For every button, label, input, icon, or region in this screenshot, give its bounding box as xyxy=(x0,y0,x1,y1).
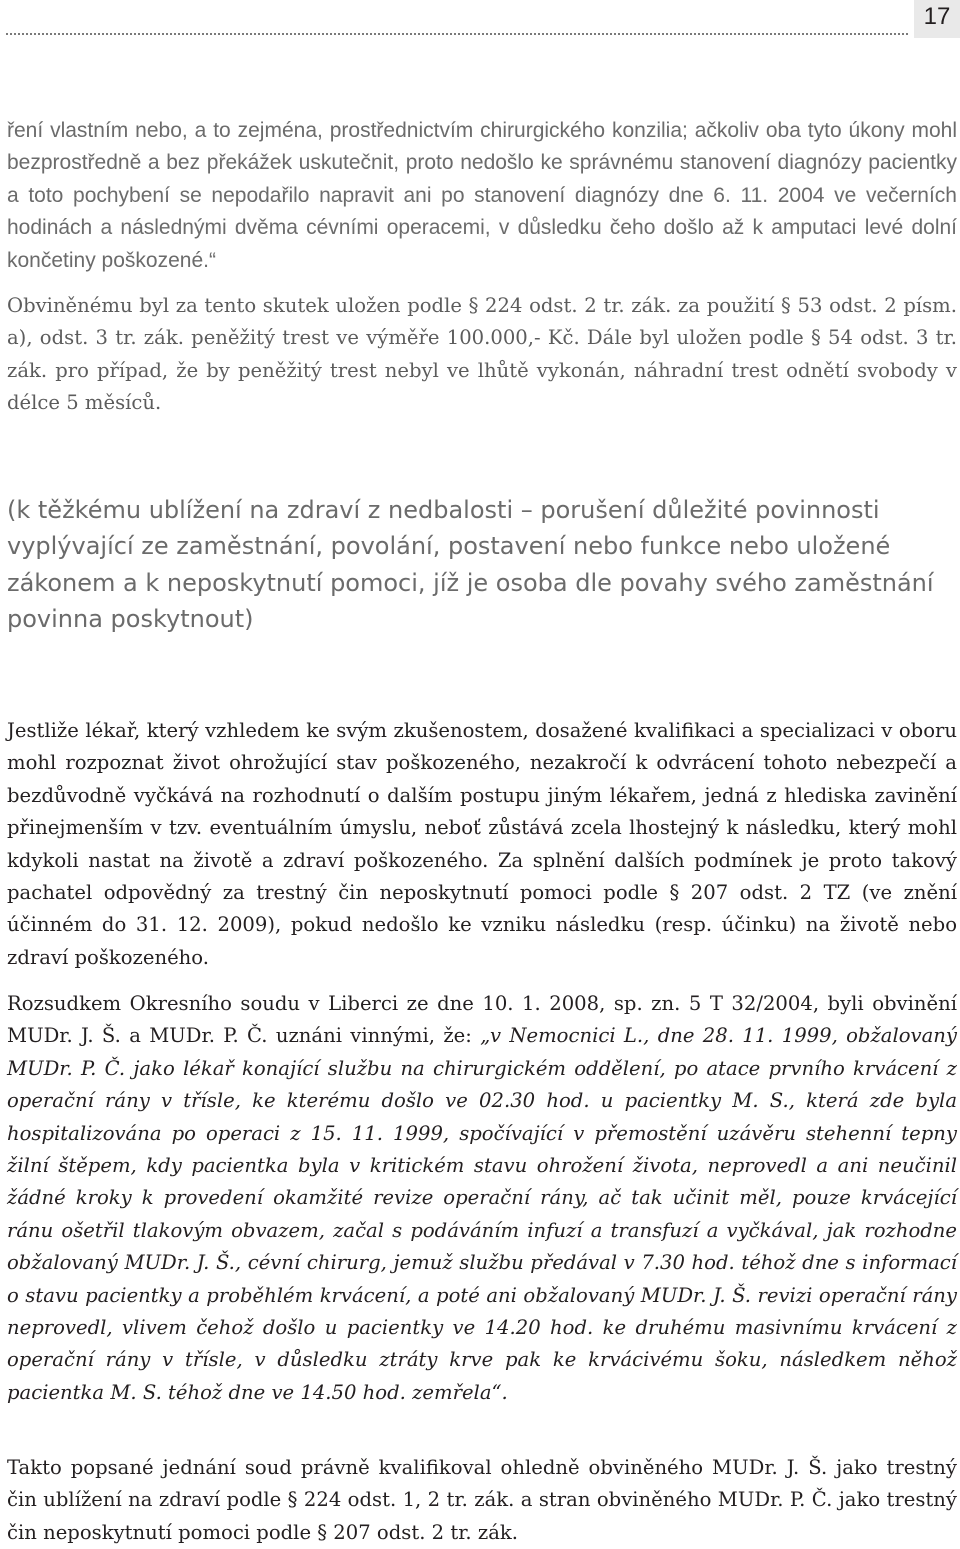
section-heading: (k těžkému ublížení na zdraví z nedbalosti – porušení důležité povinnosti vyplývající ze zaměstnání, povolání, postavení nebo funkce nebo uložené zákonem a k neposkytnutí pomoci, jíž je osoba dle povahy svého zaměstnání povinna poskytnout) xyxy=(7,496,934,634)
verdict-quote: „v Nemocnici L., dne 28. 11. 1999, obžalovaný MUDr. P. Č. jako lékař konající službu na chirurgickém oddělení, po atace prvního krvácení z operační rány v třísle, ke kterému došlo ve 02.30 hod. u pacientky M. S., která zde byla hospitalizována po operaci z 15. 11. 1999, spočívající v přemostění uzávěru stehenní tepny žilní štěpem, kdy pacientka byla v kritickém stavu ohrožení života, neprovedl a ani neučinil žádné kroky k provedení okamžité revize operační rány, ač tak učinit měl, pouze krvácející ránu ošetřil tlakovým obvazem, začal s podáváním infuzí a transfuzí a vyčkával, jak rozhodne obžalovaný MUDr. J. Š., cévní chirurg, jemuž službu předával v 7.30 hod. téhož dne s informací o stavu pacientky a proběhlém krvácení, a poté ani obžalovaný MUDr. J. Š. revizi operační rány neprovedl, vlivem čehož došlo u pacientky ve 14.20 hod. ke druhému masivnímu krvácení z operační rány v třísle, v důsledku ztráty krve pak ke krvácivému šoku, následkem něhož pacientka M. S. téhož dne ve 14.50 hod. zemřela“. xyxy=(7,1024,957,1404)
verdict-intro: Rozsudkem Okresního soudu v Liberci ze dne 10. 1. 2008, sp. zn. 5 T 32/2004, byli obvinění MUDr. J. Š. a MUDr. P. Č. uznáni vinnými, že: xyxy=(7,992,957,1048)
paragraph-legal-qualification: Takto popsané jednání soud právně kvalifikoval ohledně obviněného MUDr. J. Š. jako trestný čin ublížení na zdraví podle § 224 odst. 1, 2 tr. zák. a stran obviněného MUDr. P. Č. jako trestný čin neposkytnutí pomoci podle § 207 odst. 2 tr. zák. xyxy=(7,1456,957,1544)
page-header xyxy=(0,0,960,40)
page-number: 17 xyxy=(914,0,960,38)
paragraph-legal-principle: Jestliže lékař, který vzhledem ke svým zkušenostem, dosažené kvalifikaci a specializaci v oboru mohl rozpoznat život ohrožující stav poškozeného, nezakročí k odvrácení tohoto nebezpečí a bezdůvodně vyčkává na rozhodnutí o dalším postupu jiným lékařem, jedná z hlediska zavinění přinejmenším v tzv. eventuálním úmyslu, neboť zůstává zcela lhostejný k následku, který mohl kdykoli nastat na životě a zdraví poškozeného. Za splnění dalších podmínek je proto takový pachatel odpovědný za trestný čin neposkytnutí pomoci podle § 207 odst. 2 TZ (ve znění účinném do 31. 12. 2009), pokud nedošlo ke vzniku následku (resp. účinku) na životě nebo zdraví poškozeného. xyxy=(7,719,957,969)
paragraph-continued-charge: ření vlastním nebo, a to zejména, prostřednictvím chirurgického konzilia; ačkoliv oba tyto úkony mohl bezprostředně a bez překážek uskutečnit, proto nedošlo ke správnému stanovení diagnózy pacientky a toto pochybení se nepodařilo napravit ani po stanovení diagnózy dne 6. 11. 2004 ve večerních hodinách a následnými dvěma cévními operacemi, v důsledku čeho došlo až k amputaci levé dolní končetiny poškozené.“ xyxy=(7,119,957,272)
paragraph-sentence: Obviněnému byl za tento skutek uložen podle § 224 odst. 2 tr. zák. za použití § 53 odst. 2 písm. a), odst. 3 tr. zák. peněžitý trest ve výměře 100.000,- Kč. Dále byl uložen podle § 54 odst. 3 tr. zák. pro případ, že by peněžitý trest nebyl ve lhůtě vykonán, náhradní trest odnětí svobody v délce 5 měsíců. xyxy=(7,294,957,415)
paragraph-verdict xyxy=(7,988,957,1409)
header-dotted-rule xyxy=(6,33,908,35)
